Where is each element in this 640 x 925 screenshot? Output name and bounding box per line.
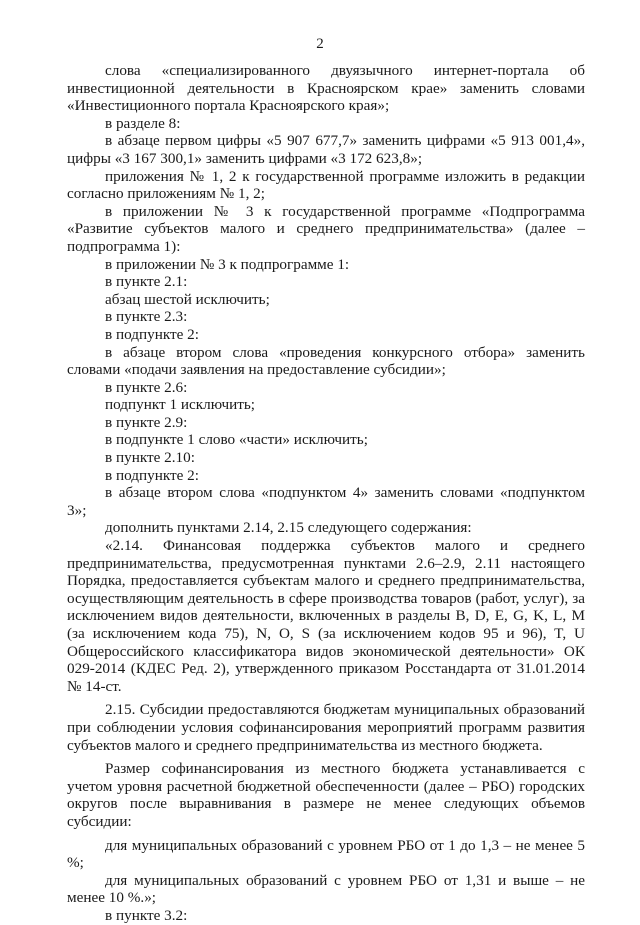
paragraph: в приложении № 3 к подпрограмме 1: xyxy=(105,255,350,273)
paragraph: в пункте 2.6: xyxy=(105,378,188,396)
paragraph: в пункте 2.1: xyxy=(105,273,188,291)
page-number: 2 xyxy=(316,36,324,52)
paragraph: в приложении № 3 к государственной программе «Подпрограмма «Развитие субъектов малого и среднего предпринимательства» (далее – подпрограмма 1): xyxy=(67,202,585,255)
paragraph: в пункте 2.3: xyxy=(105,308,188,326)
paragraph: в подпункте 2: xyxy=(105,325,199,343)
paragraph: для муниципальных образований с уровнем РБО от 1,31 и выше – не менее 10 %.»; xyxy=(67,871,585,907)
paragraph: в подпункте 2: xyxy=(105,466,199,484)
paragraph: для муниципальных образований с уровнем РБО от 1 до 1,3 – не менее 5 %; xyxy=(67,836,585,872)
paragraph: абзац шестой исключить; xyxy=(105,290,270,308)
document-body xyxy=(67,62,585,925)
paragraph: 2.15. Субсидии предоставляются бюджетам муниципальных образований при соблюдении условия софинансирования мероприятий программ развития субъектов малого и среднего предпринимательства из местного бюджета. xyxy=(67,701,585,754)
paragraph: подпункт 1 исключить; xyxy=(105,396,256,414)
paragraph: приложения № 1, 2 к государственной программе изложить в редакции согласно приложениям № 1, 2; xyxy=(67,167,585,203)
paragraph: в абзаце первом цифры «5 907 677,7» заменить цифрами «5 913 001,4», цифры «3 167 300,1» заменить цифрами «3 172 623,8»; xyxy=(67,132,585,167)
paragraph: Размер софинансирования из местного бюджета устанавливается с учетом уровня расчетной бюджетной обеспеченности (далее – РБО) городских округов после выравнивания в размере не менее следующих объемов субсидии: xyxy=(67,760,585,830)
paragraph: в подпункте 1 слово «части» исключить; xyxy=(105,431,368,449)
paragraph: в абзаце втором слова «подпунктом 4» заменить словами «подпунктом 3»; xyxy=(67,484,585,519)
paragraph: в разделе 8: xyxy=(105,114,181,132)
paragraph: в пункте 3.2: xyxy=(105,906,188,924)
paragraph: в абзаце втором слова «проведения конкурсного отбора» заменить словами «подачи заявления на предоставление субсидии»; xyxy=(67,343,585,379)
paragraph: дополнить пунктами 2.14, 2.15 следующего содержания: xyxy=(105,519,472,537)
paragraph: в пункте 2.9: xyxy=(105,413,188,431)
paragraph: слова «специализированного двуязычного интернет-портала об инвестиционной деятельности в Красноярском крае» заменить словами «Инвестиционного портала Красноярского края»; xyxy=(67,62,585,115)
paragraph: в пункте 2.10: xyxy=(105,449,195,467)
quoted-paragraph: «2.14. Финансовая поддержка субъектов малого и среднего предпринимательства, предусмотренная пунктами 2.6–2.9, 2.11 настоящего Порядка, предоставляется субъектам малого и среднего предпринимательства, осуществляющим деятельность в сфере производства товаров (работ, услуг), за исключением видов деятельности, включенных в разделы B, D, E, G, K, L, M (за исключением кода 75), N, O, S (за исключением кодов 95 и 96), T, U Общероссийского классификатора видов экономической деятельности» ОК 029-2014 (КДЕС Ред. 2), утвержденного приказом Росстандарта от 31.01.2014 № 14-ст. xyxy=(67,537,585,695)
